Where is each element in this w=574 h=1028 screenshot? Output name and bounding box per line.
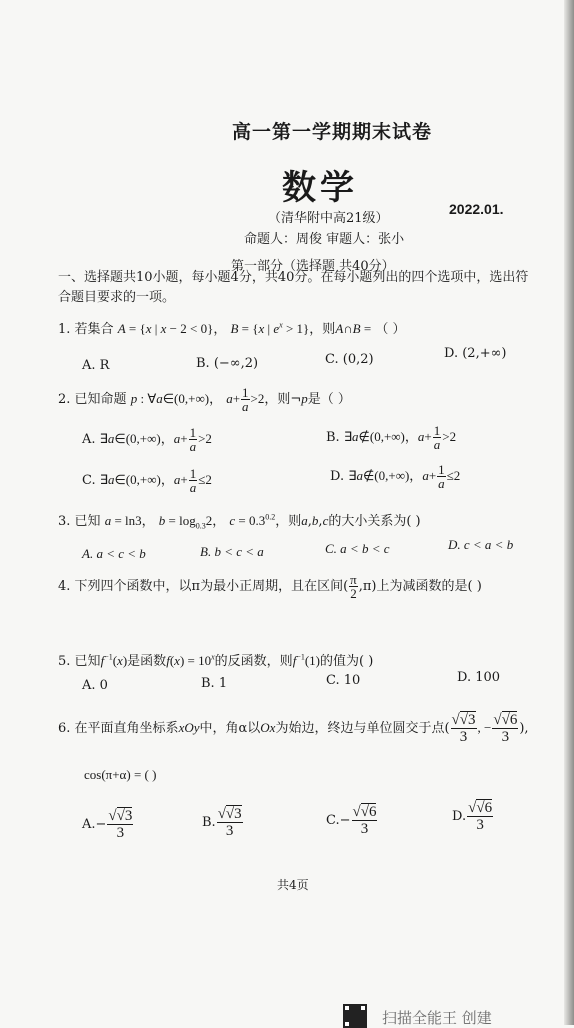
q2-option-c: C. ∃a∈(0,+∞)，a+ $\frac{1}{a}$ ≤2 [82, 466, 212, 495]
question-6-line2: cos(π+α) = ( ) [84, 767, 157, 782]
q3-option-b: B. b < c < a [200, 544, 264, 559]
q3-option-a: A. a < c < b [82, 546, 146, 561]
school-line: （清华附中高21级） [268, 211, 389, 226]
question-5: 5. 已知$f^{-1}(x)$是函数$f(x) = 10^x$的反函数，则$f^{-1}(1)$的值为( ) [58, 652, 374, 669]
q6-option-c: C.− $\frac{√√ 6}{3}$ [326, 804, 378, 837]
q3-option-c: C. a < b < c [325, 541, 390, 556]
question-2: 2. 已知命题 p : ∀a∈(0,+∞)， a+ $\frac{1}{a}$ >2，则¬p是（ ） [58, 385, 351, 414]
qr-code-icon [343, 1004, 367, 1028]
page-edge [564, 0, 574, 1025]
q5-option-b: B. 1 [201, 676, 228, 691]
question-3: 3. 已知 a = ln3， $b = \log_{0.3}2$， $c = 0.3^{0.2}$，则a,b,c的大小关系为( ) [58, 512, 421, 531]
q1-option-a: A. R [82, 358, 110, 373]
instructions: 一、选择题共10小题，每小题4分，共40分。在每小题列出的四个选项中，选出符合题目要求的一项。 [58, 270, 529, 305]
exam-date: 2022.01. [449, 201, 504, 217]
question-4: 4. 下列四个函数中，以π为最小正周期，且在区间( $\frac{\pi}{2}$ ,π)上为减函数的是( ) [58, 572, 482, 601]
scanner-watermark: 扫描全能王 创建 [382, 1009, 492, 1027]
q1-option-c: C. (0,2) [325, 352, 374, 367]
question-6: 6. 在平面直角坐标系xOy中，角α以Ox为始边，终边与单位圆交于点( $\frac{√√ 3}{3}$ , − $\frac{√√ 6}{3}$ ), [58, 712, 529, 745]
q2-option-d: D. ∃a∉(0,+∞)，a+ $\frac{1}{a}$ ≤2 [330, 462, 461, 491]
authors-line: 命题人：周俊 审题人：张小 [244, 232, 405, 247]
section-heading: 第一部分（选择题 共40分） [231, 259, 395, 274]
q3-option-d: D. c < a < b [448, 537, 514, 552]
q1-option-d: D. (2,+∞) [444, 346, 507, 361]
q6-option-b: B. $\frac{√√ 3}{3}$ [202, 806, 244, 839]
q5-option-c: C. 10 [326, 673, 361, 688]
q5-option-d: D. 100 [457, 670, 501, 685]
q6-option-a: A.− $\frac{√√ 3}{3}$ [82, 808, 134, 841]
q6-option-d: D. $\frac{√√ 6}{3}$ [452, 800, 494, 833]
q2-option-a: A. ∃a∈(0,+∞)，a+ $\frac{1}{a}$ >2 [82, 425, 212, 454]
question-1: 1. 若集合 A = {x | x − 2 < 0}， B = {x | $e^x > 1$}，则A∩B = （ ） [58, 320, 406, 337]
q2-option-b: B. ∃a∉(0,+∞)，a+ $\frac{1}{a}$ >2 [326, 423, 457, 452]
page-count: 共4页 [277, 878, 309, 892]
q5-option-a: A. 0 [82, 678, 108, 693]
subject-title: 数学 [282, 168, 358, 208]
q1-option-b: B. (−∞,2) [196, 356, 259, 371]
exam-title: 高一第一学期期末试卷 [232, 121, 433, 143]
